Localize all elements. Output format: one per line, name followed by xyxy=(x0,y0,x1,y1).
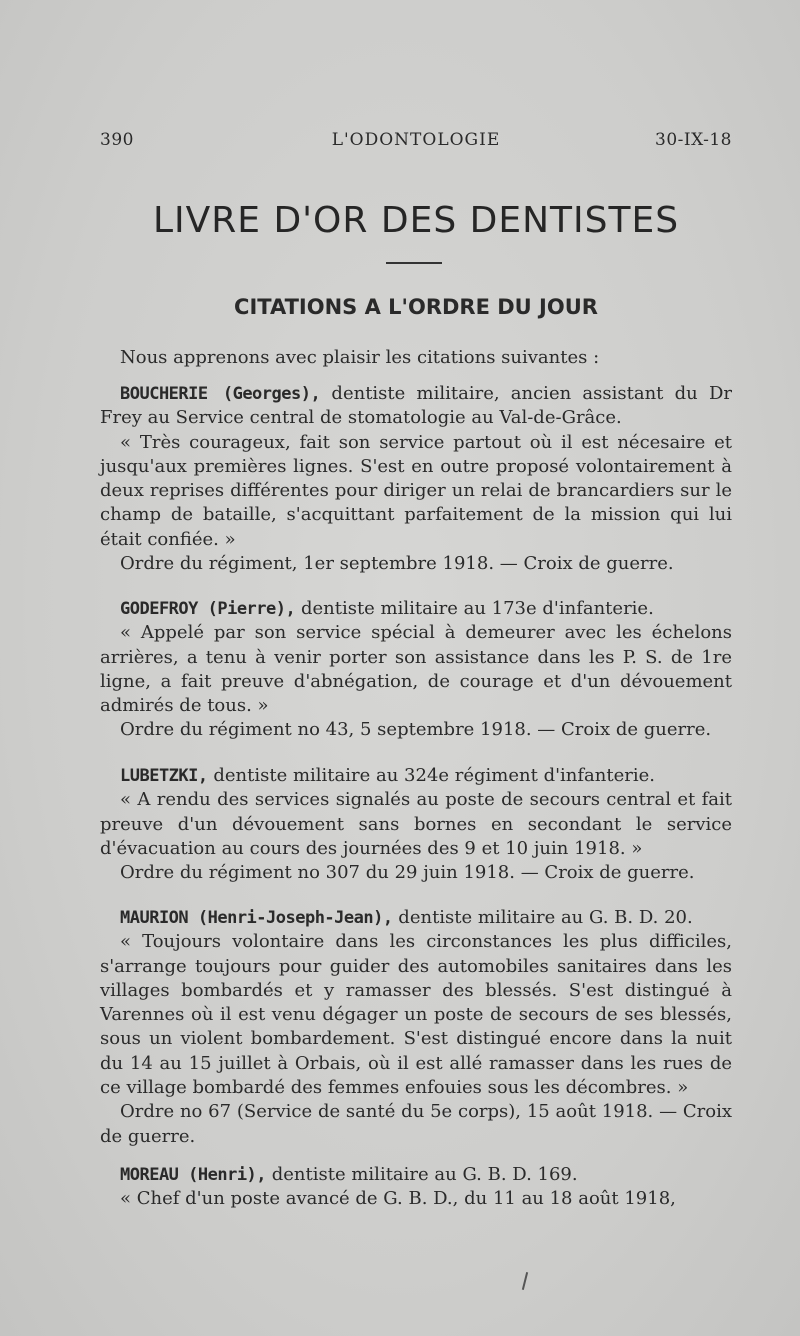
entry-heading xyxy=(100,906,732,930)
citation-text: « Très courageux, fait son service partout où il est nécesaire et jusqu'aux premières lignes. S'est en outre proposé volontairement à deux reprises différentes pour diriger un relai de brancardiers sur le champ de bataille, s'acquittant parfaitement de la mission qui lui était confiée. » xyxy=(100,431,732,550)
issue-date: 30-IX-18 xyxy=(655,130,732,150)
running-header xyxy=(100,130,732,156)
citation-text: « Toujours volontaire dans les circonstances les plus difficiles, s'arrange toujours pour guider des automobiles sanitaires dans les villages bombardés et y ramasser des blessés. S'est distingué à Varennes où il est venu dégager un poste de secours de ses blessés, sous un violent bombardement. S'est distingué encore dans la nuit du 14 au 15 juillet à Orbais, où il est allé ramasser dans les rues de ce village bombardé des femmes enfouies sous les décombres. » xyxy=(100,931,732,1099)
journal-name: L'ODONTOLOGIE xyxy=(331,130,501,150)
citation-entry xyxy=(100,764,732,885)
citation-entry xyxy=(100,597,732,743)
dentist-name: LUBETZKI, xyxy=(120,766,208,786)
dentist-name: GODEFROY (Pierre), xyxy=(120,599,296,619)
dentist-description: dentiste militaire, ancien assistant du Dr Frey au Service central de stomatologie au Val-de-Grâce. xyxy=(100,383,732,429)
intro-paragraph: Nous apprenons avec plaisir les citations suivantes : xyxy=(120,347,600,368)
dentist-description: dentiste militaire au G. B. D. 169. xyxy=(266,1164,578,1185)
entry-heading xyxy=(100,1163,732,1187)
entry-heading xyxy=(100,382,732,431)
dentist-name: MOREAU (Henri), xyxy=(120,1165,267,1185)
dentist-name: BOUCHERIE (Georges), xyxy=(120,384,321,404)
section-subtitle: CITATIONS A L'ORDRE DU JOUR xyxy=(234,295,598,319)
dentist-description: dentiste militaire au G. B. D. 20. xyxy=(392,907,693,928)
citation-entry xyxy=(100,1163,732,1212)
entry-heading xyxy=(100,597,732,621)
title-divider xyxy=(386,262,442,264)
citation-order: Ordre no 67 (Service de santé du 5e corps), 15 août 1918. — Croix de guerre. xyxy=(100,1101,732,1147)
citation-text: « A rendu des services signalés au poste de secours central et fait preuve d'un dévouement sans bornes en secondant le service d'évacuation au cours des journées des 9 et 10 juin 1918. » xyxy=(100,789,732,859)
citation-text: « Appelé par son service spécial à demeurer avec les échelons arrières, a tenu à venir porter son assistance dans les P. S. de 1re ligne, a fait preuve d'abnégation, de courage et d'un dévouement admirés de tous. » xyxy=(100,622,732,717)
citation-order: Ordre du régiment no 307 du 29 juin 1918. — Croix de guerre. xyxy=(120,862,695,884)
entry-heading xyxy=(100,764,732,788)
page-number: 390 xyxy=(100,130,134,150)
citation-order: Ordre du régiment, 1er septembre 1918. — Croix de guerre. xyxy=(120,553,674,575)
dentist-name: MAURION (Henri-Joseph-Jean), xyxy=(120,908,393,928)
citation-text: « Chef d'un poste avancé de G. B. D., du 11 au 18 août 1918, xyxy=(120,1188,676,1210)
stray-mark xyxy=(522,1272,528,1290)
dentist-description: dentiste militaire au 324e régiment d'infanterie. xyxy=(207,765,655,786)
page-title: LIVRE D'OR DES DENTISTES xyxy=(152,200,680,241)
dentist-description: dentiste militaire au 173e d'infanterie. xyxy=(295,598,654,619)
citation-order: Ordre du régiment no 43, 5 septembre 1918. — Croix de guerre. xyxy=(120,719,712,741)
citation-entry xyxy=(100,906,732,1149)
citation-entry xyxy=(100,382,732,576)
